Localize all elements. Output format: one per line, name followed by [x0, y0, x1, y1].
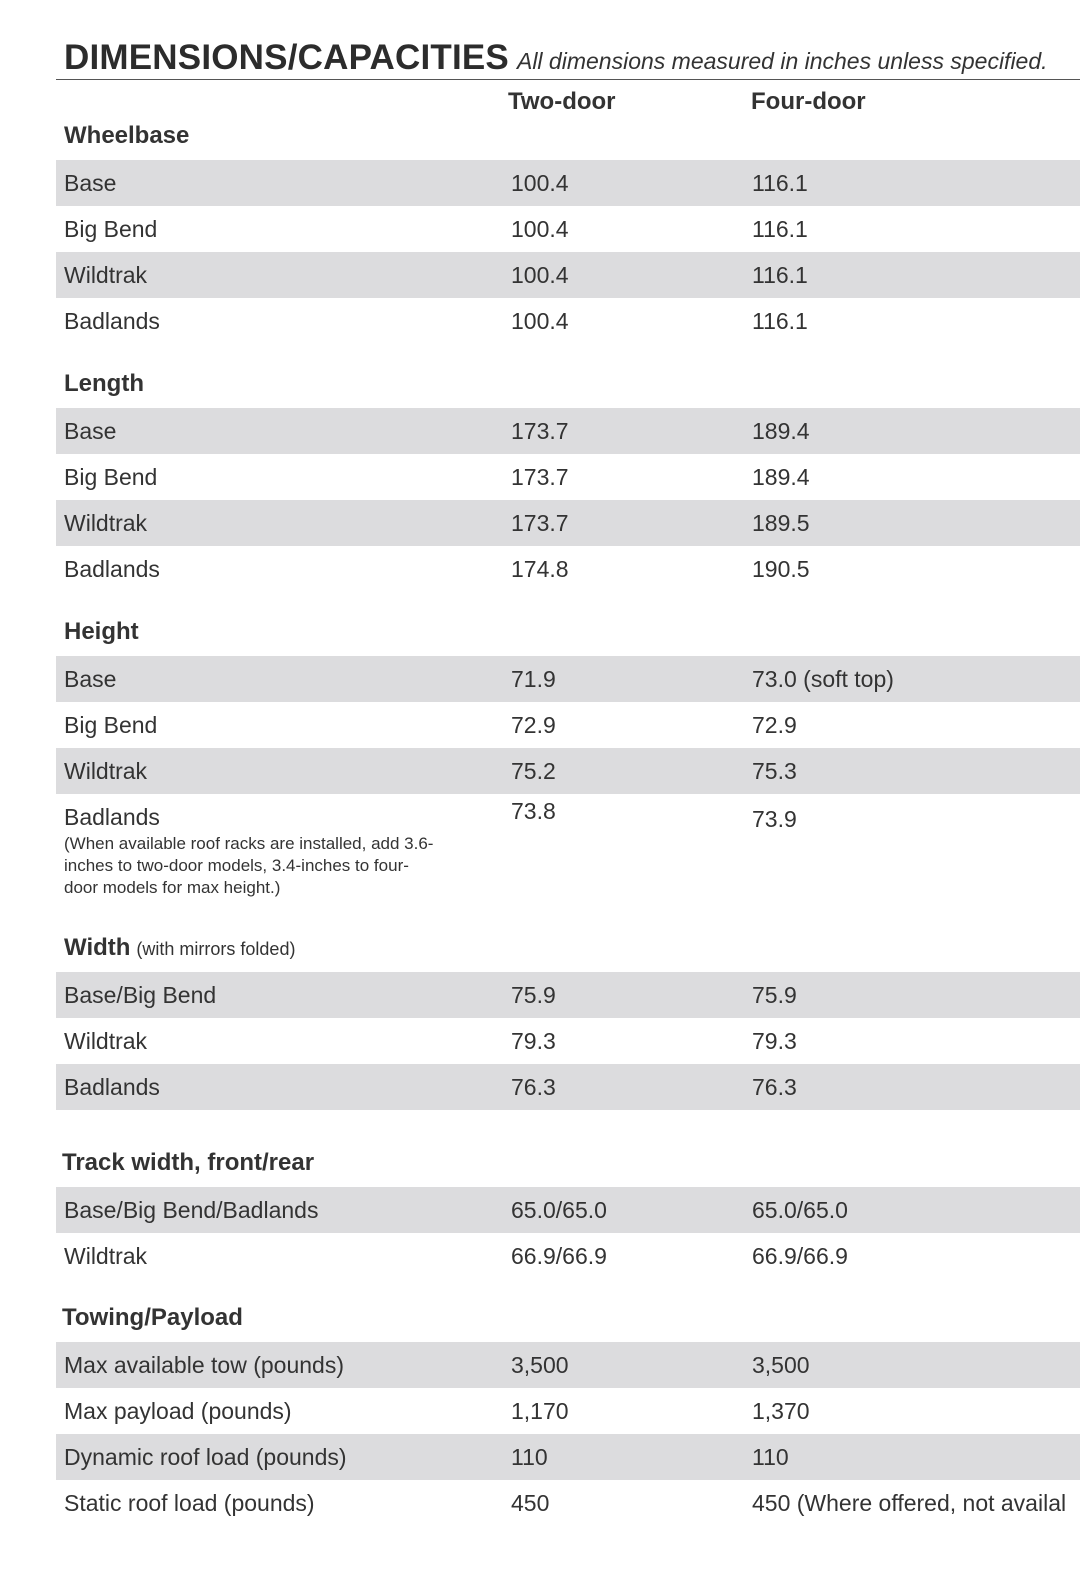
four-door-value: 75.3: [752, 758, 797, 784]
four-door-value: 116.1: [752, 170, 808, 196]
four-door-value: 73.0 (soft top): [752, 666, 894, 692]
four-door-value: 73.9: [752, 806, 797, 832]
four-door-value: 76.3: [752, 1074, 797, 1100]
table-row: [56, 546, 1080, 592]
table-row: [56, 298, 1080, 344]
table-row: [56, 702, 1080, 748]
four-door-value: 66.9/66.9: [752, 1243, 848, 1269]
row-label: Wildtrak: [64, 262, 148, 288]
table-row: [56, 794, 1080, 904]
two-door-value: 100.4: [511, 308, 569, 334]
table-row: [56, 454, 1080, 500]
table-row: [56, 1434, 1080, 1480]
row-label: Base: [64, 666, 117, 692]
two-door-value: 100.4: [511, 216, 569, 242]
two-door-value: 71.9: [511, 666, 556, 692]
row-label: Max payload (pounds): [64, 1398, 292, 1424]
table-row: [56, 1342, 1080, 1388]
table-row: [56, 972, 1080, 1018]
row-label: Big Bend: [64, 464, 158, 490]
four-door-value: 190.5: [752, 556, 810, 582]
two-door-value: 173.7: [511, 418, 569, 444]
four-door-value: 110: [752, 1444, 789, 1470]
row-label: Base: [64, 170, 117, 196]
two-door-value: 450: [511, 1490, 550, 1516]
two-door-value: 173.7: [511, 464, 569, 490]
roof-rack-note: (When available roof racks are installed, add 3.6-inches to two-door models, 3.4-inches to four-door models for max height.): [64, 834, 434, 897]
row-label: Static roof load (pounds): [64, 1490, 315, 1516]
two-door-value: 75.2: [511, 758, 556, 784]
four-door-value: 189.4: [752, 464, 810, 490]
row-label: [64, 804, 434, 899]
two-door-value: 76.3: [511, 1074, 556, 1100]
row-label: Big Bend: [64, 216, 158, 242]
two-door-value: 73.8: [511, 798, 556, 824]
two-door-value: 100.4: [511, 262, 569, 288]
row-label: Base/Big Bend: [64, 982, 217, 1008]
two-door-value: 100.4: [511, 170, 569, 196]
two-door-value: 75.9: [511, 982, 556, 1008]
row-label: Base/Big Bend/Badlands: [64, 1197, 319, 1223]
two-door-value: 1,170: [511, 1398, 569, 1424]
column-header-two-door: Two-door: [508, 88, 616, 115]
four-door-value: 116.1: [752, 216, 808, 242]
four-door-value: 450 (Where offered, not availal: [752, 1490, 1067, 1516]
two-door-value: 79.3: [511, 1028, 556, 1054]
table-row: [56, 500, 1080, 546]
section-title-length: Length: [64, 370, 144, 397]
section-title-width: [64, 934, 295, 962]
table-row: [56, 1187, 1080, 1233]
two-door-value: 65.0/65.0: [511, 1197, 607, 1223]
table-row: [56, 160, 1080, 206]
row-label: Badlands: [64, 308, 160, 334]
table-row: [56, 1233, 1080, 1279]
four-door-value: 189.5: [752, 510, 810, 536]
section-title-width-text: Width: [64, 934, 131, 961]
four-door-value: 3,500: [752, 1352, 810, 1378]
two-door-value: 110: [511, 1444, 548, 1470]
row-label: Badlands: [64, 556, 160, 582]
table-row: [56, 206, 1080, 252]
table-row: [56, 656, 1080, 702]
two-door-value: 66.9/66.9: [511, 1243, 607, 1269]
table-row: [56, 1018, 1080, 1064]
table-row: [56, 1388, 1080, 1434]
two-door-value: 174.8: [511, 556, 569, 582]
page-subtitle: All dimensions measured in inches unless specified.: [516, 48, 1048, 74]
row-label: Wildtrak: [64, 1028, 148, 1054]
section-title-towing-payload: Towing/Payload: [62, 1304, 243, 1331]
row-label: Wildtrak: [64, 510, 148, 536]
section-title-wheelbase: Wheelbase: [64, 122, 190, 149]
row-label: Wildtrak: [64, 1243, 148, 1269]
table-row: [56, 748, 1080, 794]
section-title-height: Height: [64, 618, 139, 645]
row-label: Base: [64, 418, 117, 444]
row-label: Wildtrak: [64, 758, 148, 784]
row-label: Big Bend: [64, 712, 158, 738]
four-door-value: 75.9: [752, 982, 797, 1008]
two-door-value: 173.7: [511, 510, 569, 536]
four-door-value: 116.1: [752, 308, 808, 334]
four-door-value: 65.0/65.0: [752, 1197, 848, 1223]
four-door-value: 72.9: [752, 712, 797, 738]
four-door-value: 189.4: [752, 418, 810, 444]
two-door-value: 3,500: [511, 1352, 569, 1378]
row-label-text: Badlands: [64, 804, 160, 830]
row-label: Max available tow (pounds): [64, 1352, 344, 1378]
table-row: [56, 1064, 1080, 1110]
two-door-value: 72.9: [511, 712, 556, 738]
title-divider: [56, 79, 1080, 80]
table-row: [56, 408, 1080, 454]
section-title-track-width: Track width, front/rear: [62, 1149, 315, 1176]
column-header-four-door: Four-door: [751, 88, 866, 115]
page-header: [64, 38, 1048, 78]
table-row: [56, 1480, 1080, 1526]
width-note: (with mirrors folded): [136, 939, 296, 959]
four-door-value: 1,370: [752, 1398, 810, 1424]
table-row: [56, 252, 1080, 298]
four-door-value: 79.3: [752, 1028, 797, 1054]
four-door-value: 116.1: [752, 262, 808, 288]
row-label: Badlands: [64, 1074, 160, 1100]
row-label: Dynamic roof load (pounds): [64, 1444, 347, 1470]
page-title: DIMENSIONS/CAPACITIES: [64, 38, 509, 77]
